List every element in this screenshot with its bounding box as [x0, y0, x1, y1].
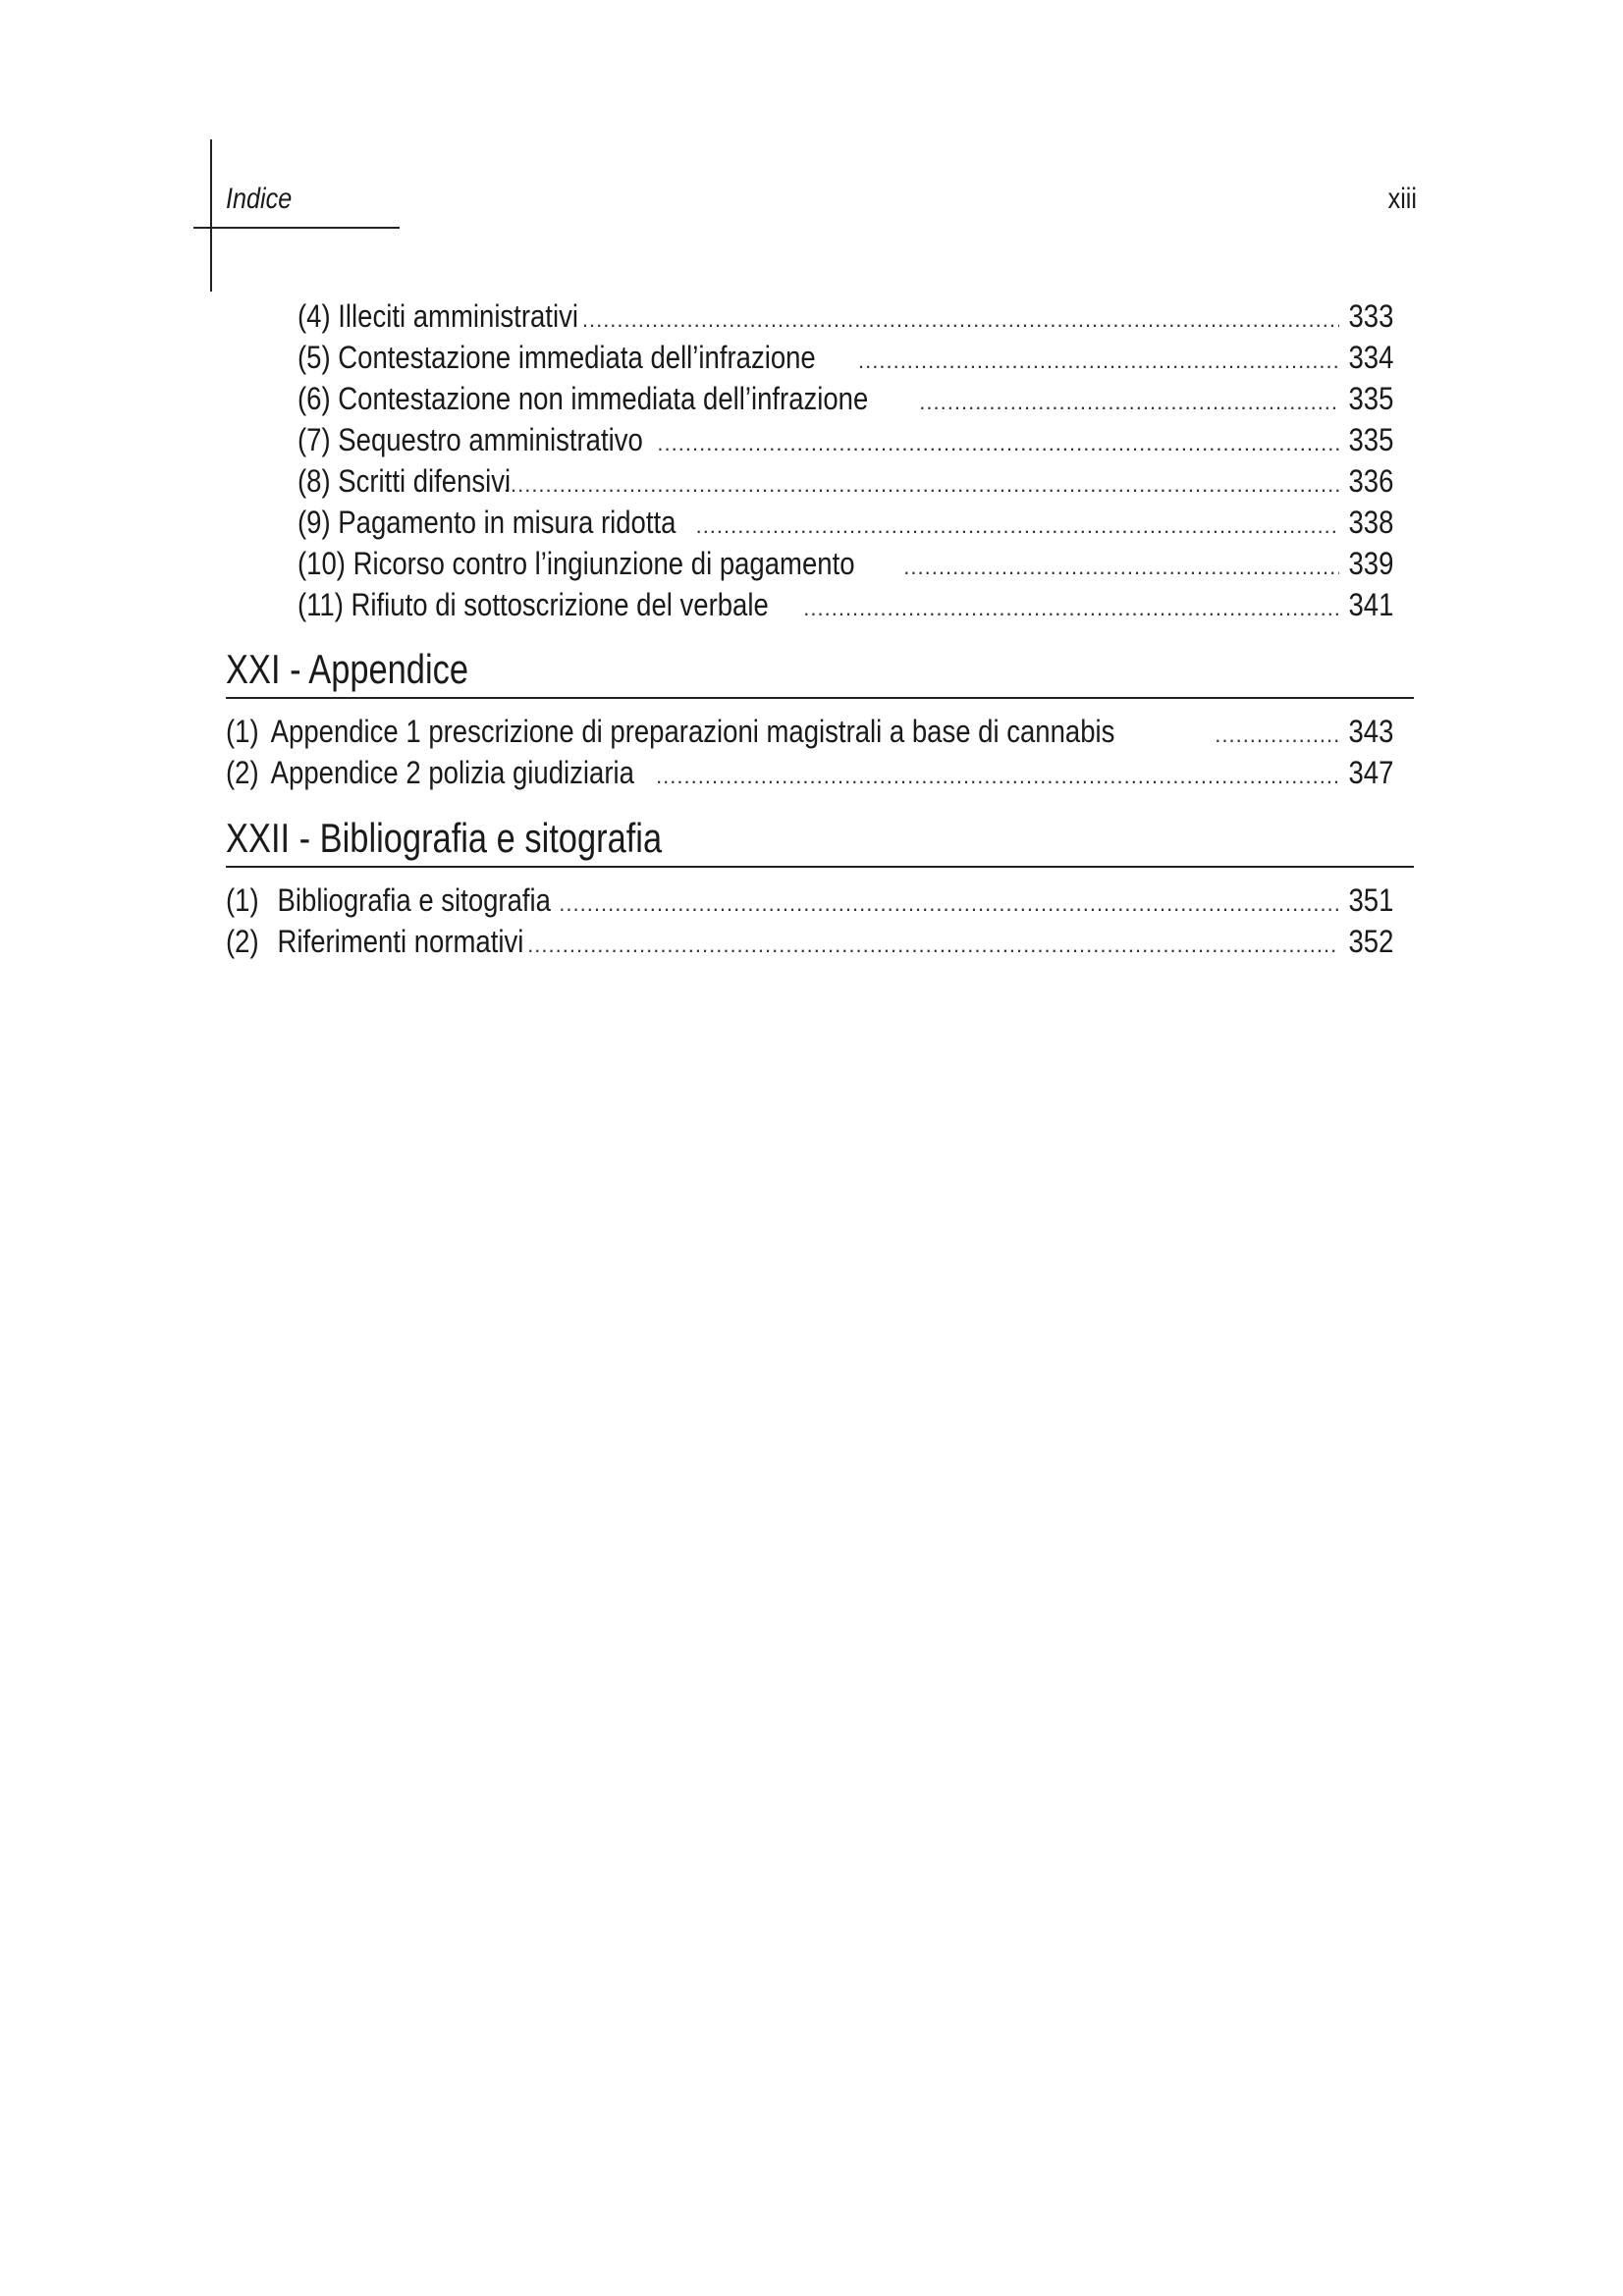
entry-page: 333: [1348, 298, 1393, 334]
toc-entry[interactable]: [298, 543, 1393, 584]
toc-entry[interactable]: [226, 921, 1393, 962]
entry-title: Illeciti amministrativi: [338, 298, 578, 334]
entry-page: 335: [1348, 422, 1393, 457]
entry-number: (7): [298, 422, 331, 457]
toc-entry[interactable]: [298, 502, 1393, 543]
dot-leader: [696, 506, 1339, 543]
running-title: Indice: [226, 183, 293, 215]
entry-title: Scritti difensivi: [338, 463, 512, 499]
entry-number: (2): [226, 924, 259, 959]
entry-number: (5): [298, 340, 331, 375]
dot-leader: [582, 299, 1339, 337]
entry-title: Contestazione immediata dell’infrazione: [338, 340, 816, 375]
entry-page: 335: [1348, 381, 1393, 416]
dot-leader: [527, 925, 1338, 962]
entry-title: Appendice 1 prescrizione di preparazioni magistrali a base di cannabis: [270, 714, 1115, 749]
section-title: XXII - Bibliografia e sitografia: [226, 815, 663, 861]
toc-entry[interactable]: [298, 419, 1393, 460]
entry-title: Ricorso contro l’ingiunzione di pagamento: [352, 546, 855, 581]
section-heading[interactable]: [226, 644, 1414, 699]
toc-entry[interactable]: [226, 880, 1393, 921]
dot-leader: [1215, 715, 1338, 752]
entry-page: 351: [1348, 882, 1393, 918]
toc-entry[interactable]: [226, 711, 1393, 752]
entry-title: Contestazione non immediata dell’infrazione: [338, 381, 869, 416]
crop-mark-horizontal: [193, 227, 400, 229]
toc-entry[interactable]: [298, 378, 1393, 419]
toc-entry[interactable]: [298, 337, 1393, 378]
page-number: xiii: [1387, 183, 1417, 215]
dot-leader: [903, 547, 1338, 584]
entry-title: Rifiuto di sottoscrizione del verbale: [351, 587, 769, 622]
toc-entry[interactable]: [298, 460, 1393, 502]
entry-number: (6): [298, 381, 331, 416]
entry-page: 336: [1348, 463, 1393, 499]
section-title: XXI - Appendice: [226, 646, 468, 692]
entry-title: Sequestro amministrativo: [338, 422, 643, 457]
entry-title: Pagamento in misura ridotta: [338, 505, 676, 540]
dot-leader: [559, 883, 1338, 921]
entry-page: 334: [1348, 340, 1393, 375]
dot-leader: [919, 382, 1338, 419]
entry-number: (1): [226, 882, 259, 918]
entry-page: 352: [1348, 924, 1393, 959]
toc-entry[interactable]: [298, 295, 1393, 337]
dot-leader: [504, 464, 1339, 502]
entry-page: 338: [1348, 505, 1393, 540]
entry-number: (2): [226, 755, 259, 790]
toc-entry[interactable]: [298, 584, 1393, 625]
entry-number: (8): [298, 463, 331, 499]
section-heading[interactable]: [226, 813, 1414, 868]
entry-number: (4): [298, 298, 331, 334]
entry-title: Appendice 2 polizia giudiziaria: [270, 755, 634, 790]
entry-page: 341: [1348, 587, 1393, 622]
entry-page: 343: [1348, 714, 1393, 749]
toc-entry[interactable]: [226, 752, 1393, 793]
dot-leader: [657, 423, 1338, 460]
dot-leader: [656, 756, 1339, 793]
entry-number: (9): [298, 505, 331, 540]
entry-number: (10): [298, 546, 346, 581]
entry-number: (11): [298, 587, 344, 622]
crop-mark-vertical: [210, 139, 212, 292]
dot-leader: [803, 588, 1338, 625]
entry-number: (1): [226, 714, 259, 749]
dot-leader: [858, 341, 1339, 378]
entry-title: Bibliografia e sitografia: [277, 882, 551, 918]
entry-page: 347: [1348, 755, 1393, 790]
entry-title: Riferimenti normativi: [277, 924, 524, 959]
entry-page: 339: [1348, 546, 1393, 581]
